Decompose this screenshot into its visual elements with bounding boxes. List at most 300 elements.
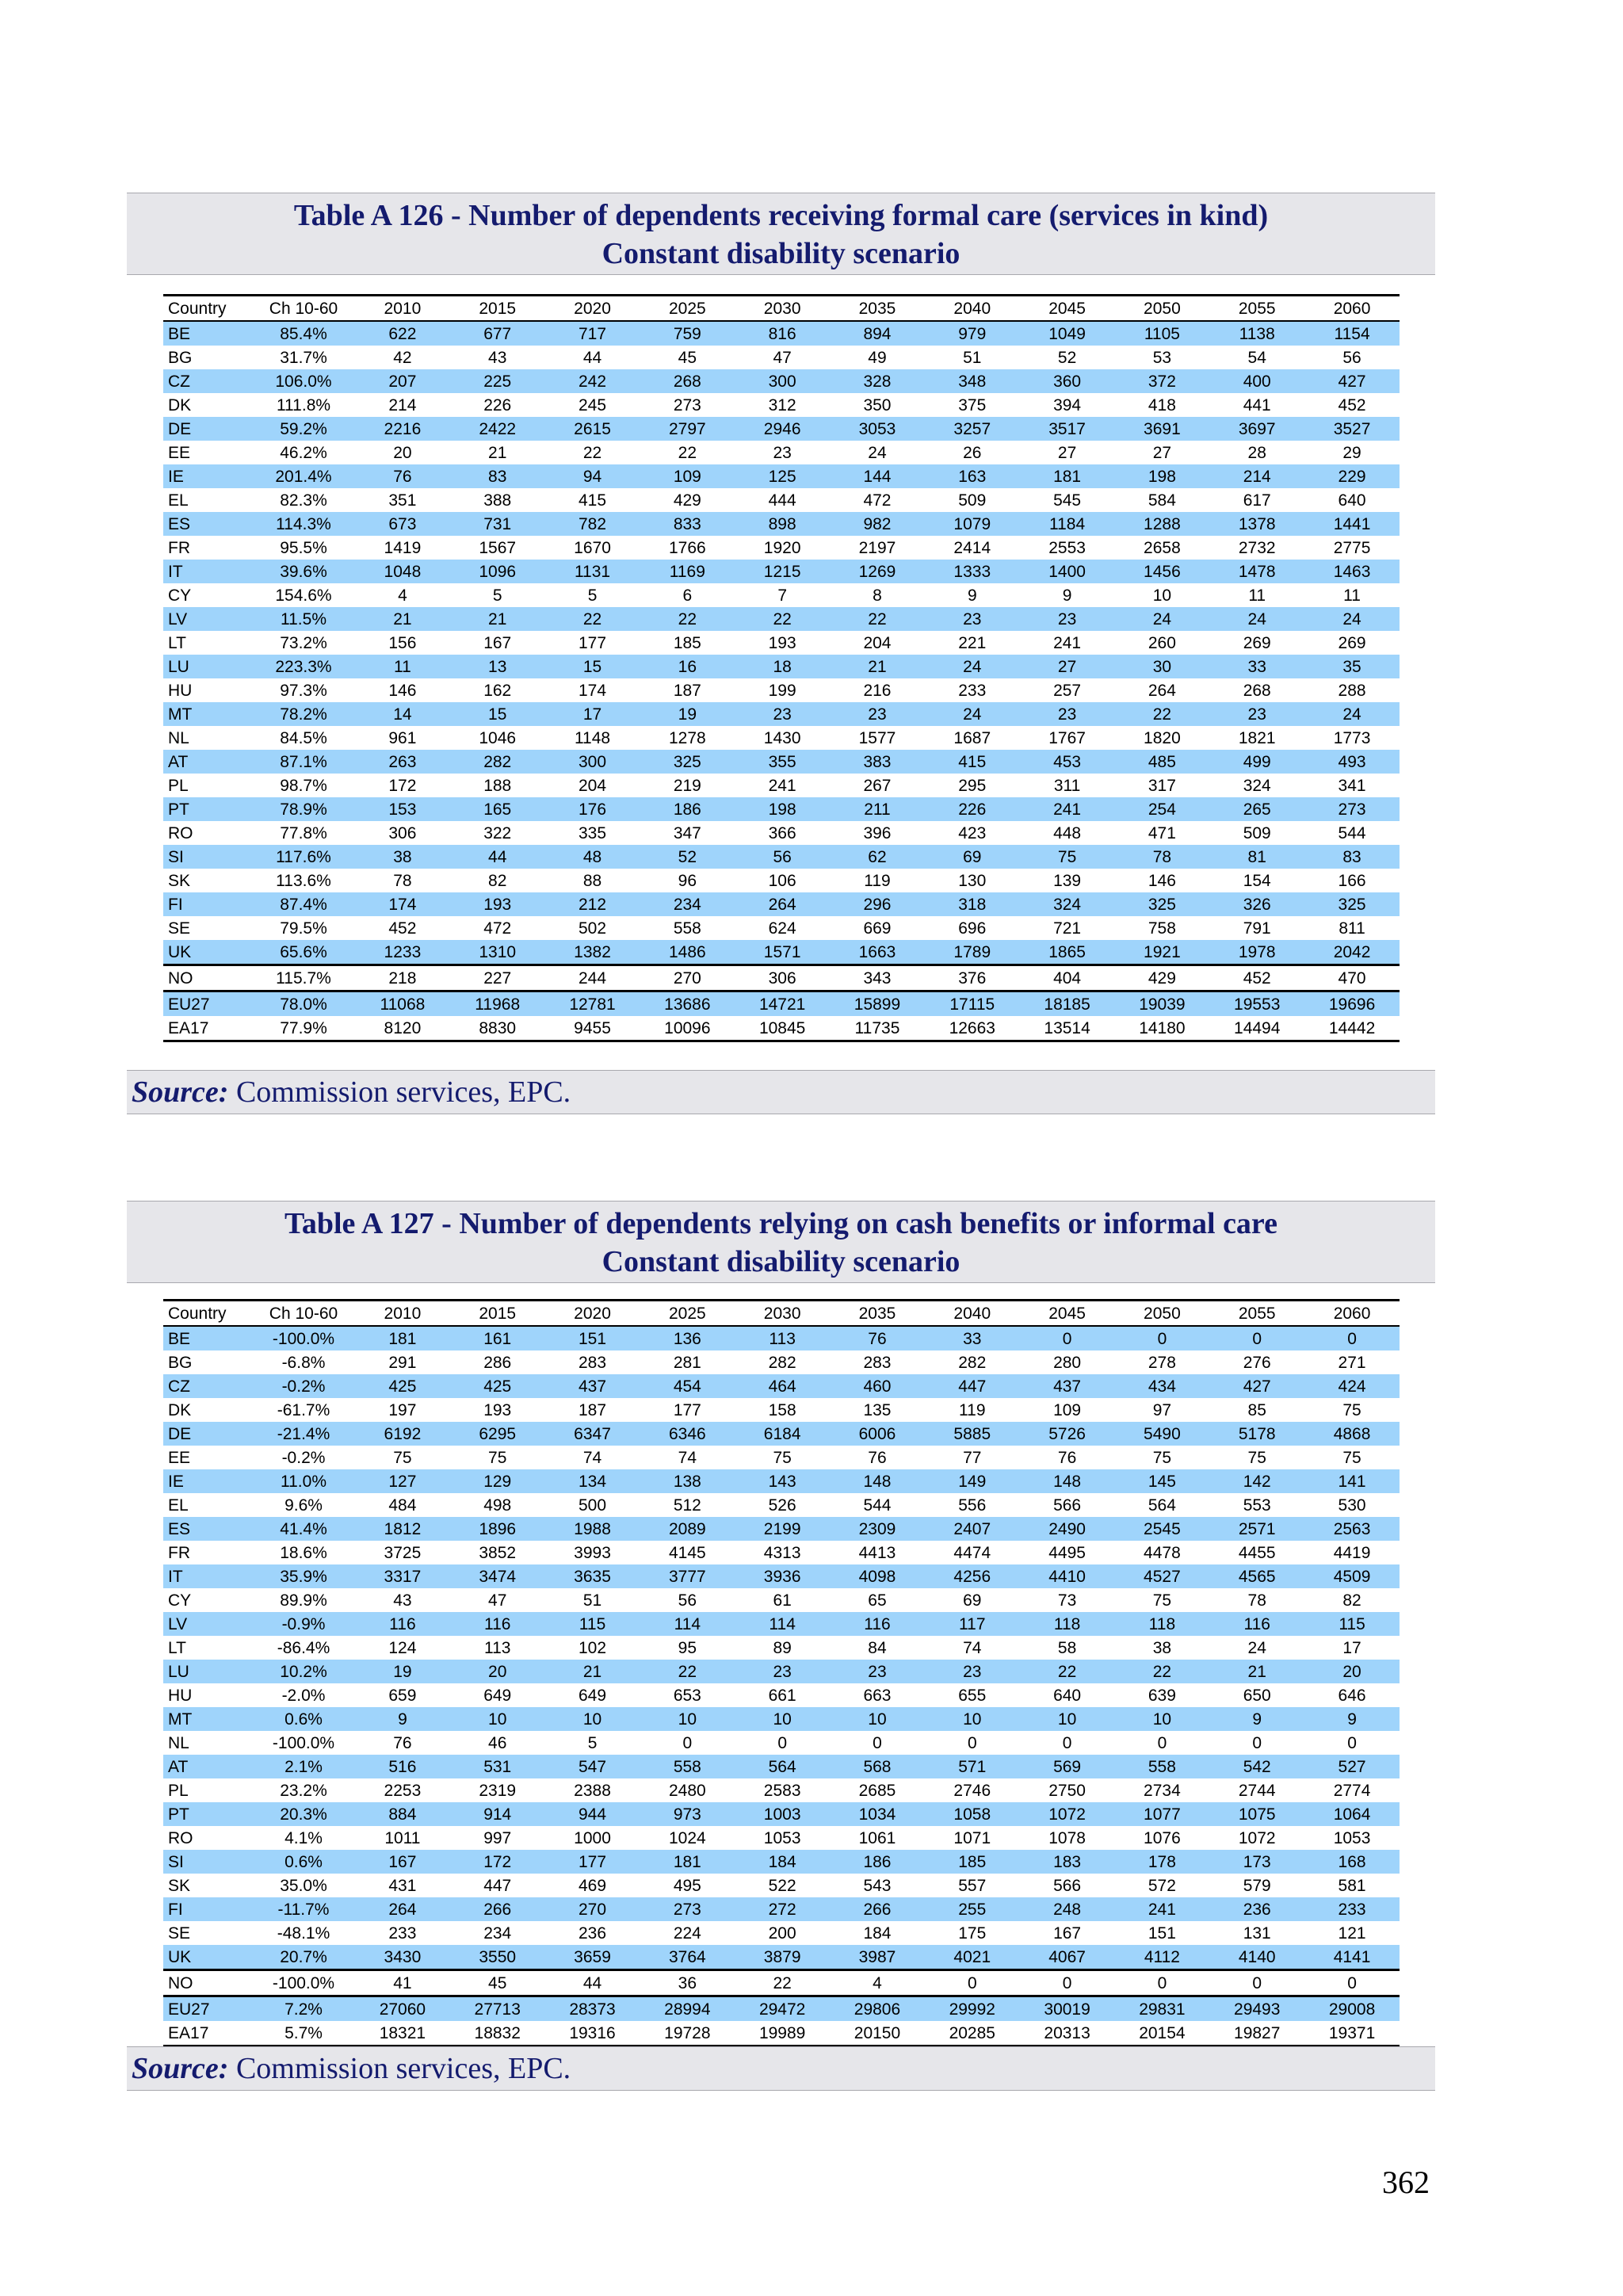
value-cell: -61.7% xyxy=(277,1400,330,1419)
value-cell: 28994 xyxy=(640,1996,735,2022)
country-cell: EA17 xyxy=(168,2023,209,2042)
value-cell: 1921 xyxy=(1115,940,1210,965)
value-cell: 0 xyxy=(1115,1326,1210,1350)
value-cell: 11968 xyxy=(450,991,545,1017)
value-cell: 2732 xyxy=(1238,538,1276,557)
value-cell: 38 xyxy=(355,845,450,869)
value-cell: 166 xyxy=(1338,871,1366,890)
value-cell: 3987 xyxy=(830,1945,925,1970)
value-cell: 184 xyxy=(735,1850,830,1874)
value-cell: 10096 xyxy=(664,1018,711,1037)
value-cell: 2583 xyxy=(763,1781,801,1800)
value-cell: 22 xyxy=(1020,1660,1115,1683)
column-header: 2045 xyxy=(1048,1304,1086,1323)
table-row xyxy=(163,869,1400,892)
value-cell: 1072 xyxy=(1238,1828,1276,1847)
value-cell: 404 xyxy=(1053,968,1082,988)
value-cell: 48 xyxy=(545,845,640,869)
value-cell: 27 xyxy=(1152,443,1172,462)
value-cell: 272 xyxy=(735,1897,830,1921)
value-cell: 9.6% xyxy=(285,1496,323,1515)
value-cell: 27 xyxy=(1020,655,1115,678)
value-cell: 148 xyxy=(830,1469,925,1493)
value-cell: 2480 xyxy=(668,1781,706,1800)
country-cell: LU xyxy=(163,1660,252,1683)
value-cell: 184 xyxy=(863,1924,892,1943)
table-row xyxy=(163,892,1400,916)
data-table xyxy=(163,1299,1400,2047)
value-cell: 18185 xyxy=(1020,991,1115,1017)
value-cell: 87.4% xyxy=(252,892,355,916)
source-note xyxy=(127,2046,1435,2091)
value-cell: 564 xyxy=(735,1755,830,1778)
value-cell: 33 xyxy=(1209,655,1304,678)
value-cell: 572 xyxy=(1148,1876,1176,1895)
value-cell: 234 xyxy=(483,1924,512,1943)
value-cell: 69 xyxy=(963,1591,982,1610)
value-cell: 199 xyxy=(768,681,796,700)
value-cell: 1053 xyxy=(763,1828,801,1847)
value-cell: 214 xyxy=(388,395,417,415)
value-cell: 791 xyxy=(1243,919,1271,938)
value-cell: 531 xyxy=(450,1755,545,1778)
country-cell: LT xyxy=(168,633,186,652)
value-cell: 4256 xyxy=(925,1564,1020,1588)
value-cell: 151 xyxy=(1148,1924,1176,1943)
value-cell: 884 xyxy=(355,1802,450,1826)
value-cell: 9455 xyxy=(574,1018,611,1037)
value-cell: 2774 xyxy=(1333,1781,1371,1800)
value-cell: 193 xyxy=(450,892,545,916)
table-row xyxy=(163,488,1400,512)
value-cell: 7 xyxy=(777,586,787,605)
value-cell: 424 xyxy=(1304,1374,1400,1398)
value-cell: 109 xyxy=(640,464,735,488)
value-cell: 0 xyxy=(1157,1973,1167,1992)
value-cell: 2775 xyxy=(1333,538,1371,557)
country-cell: IT xyxy=(163,1564,252,1588)
value-cell: 82 xyxy=(1342,1591,1361,1610)
value-cell: 129 xyxy=(450,1469,545,1493)
country-cell: BE xyxy=(163,1326,252,1350)
value-cell: 146 xyxy=(1148,871,1176,890)
value-cell: 961 xyxy=(388,728,417,747)
value-cell: 212 xyxy=(545,892,640,916)
column-header: 2015 xyxy=(479,1304,517,1323)
table-row xyxy=(163,1874,1400,1897)
value-cell: 1821 xyxy=(1238,728,1276,747)
value-cell: 0 xyxy=(682,1733,693,1752)
value-cell: 29472 xyxy=(735,1996,830,2022)
table-row xyxy=(163,369,1400,393)
value-cell: 115 xyxy=(545,1612,640,1636)
value-cell: 248 xyxy=(1020,1897,1115,1921)
country-cell: EE xyxy=(168,1448,191,1467)
value-cell: 2216 xyxy=(355,417,450,441)
value-cell: 11735 xyxy=(854,1018,900,1037)
value-cell: 3852 xyxy=(479,1543,517,1562)
value-cell: 3527 xyxy=(1304,417,1400,441)
value-cell: 24 xyxy=(925,655,1020,678)
country-cell: EA17 xyxy=(168,1018,209,1037)
data-table xyxy=(163,294,1400,1042)
country-cell: FR xyxy=(168,1543,190,1562)
value-cell: 177 xyxy=(673,1400,701,1419)
value-cell: 640 xyxy=(1053,1686,1082,1705)
value-cell: 173 xyxy=(1209,1850,1304,1874)
value-cell: 19728 xyxy=(664,2023,711,2042)
value-cell: 58 xyxy=(1057,1638,1077,1657)
value-cell: 8830 xyxy=(479,1018,517,1037)
value-cell: 2553 xyxy=(1048,538,1086,557)
value-cell: 18321 xyxy=(379,2023,426,2042)
value-cell: 10 xyxy=(1020,1707,1115,1731)
table-row xyxy=(163,726,1400,750)
value-cell: 21 xyxy=(1209,1660,1304,1683)
value-cell: 45 xyxy=(678,348,697,367)
table-row xyxy=(163,655,1400,678)
table-title: Table A 126 - Number of dependents receiving formal care (services in kind) xyxy=(293,199,1269,232)
value-cell: 18832 xyxy=(474,2023,521,2042)
value-cell: 172 xyxy=(388,776,417,795)
value-cell: 89 xyxy=(773,1638,792,1657)
value-cell: 106 xyxy=(768,871,796,890)
value-cell: 2734 xyxy=(1144,1781,1181,1800)
value-cell: 119 xyxy=(864,871,891,890)
value-cell: 415 xyxy=(925,750,1020,774)
value-cell: 343 xyxy=(863,968,892,988)
country-cell: LT xyxy=(168,1638,186,1657)
value-cell: 6184 xyxy=(735,1422,830,1446)
value-cell: 146 xyxy=(388,681,417,700)
value-cell: 2658 xyxy=(1144,538,1181,557)
value-cell: 214 xyxy=(1209,464,1304,488)
value-cell: 2253 xyxy=(384,1781,422,1800)
value-cell: 1071 xyxy=(953,1828,991,1847)
value-cell: 311 xyxy=(1053,776,1081,795)
value-cell: 241 xyxy=(1053,633,1082,652)
value-cell: 19696 xyxy=(1304,991,1400,1017)
value-cell: 15 xyxy=(545,655,640,678)
value-cell: 118 xyxy=(1020,1612,1115,1636)
value-cell: 16 xyxy=(640,655,735,678)
value-cell: 811 xyxy=(1338,919,1365,938)
table-subtitle: Constant disability scenario xyxy=(601,237,960,270)
value-cell: 75 xyxy=(1342,1400,1361,1419)
value-cell: 502 xyxy=(579,919,607,938)
value-cell: 117.6% xyxy=(252,845,355,869)
value-cell: 1078 xyxy=(1048,1828,1086,1847)
value-cell: 11.0% xyxy=(252,1469,355,1493)
value-cell: 49 xyxy=(868,348,887,367)
value-cell: 758 xyxy=(1148,919,1176,938)
value-cell: 18.6% xyxy=(280,1543,327,1562)
column-header: 2025 xyxy=(668,1304,706,1323)
value-cell: 3777 xyxy=(640,1564,735,1588)
value-cell: 117 xyxy=(925,1612,1020,1636)
value-cell: 322 xyxy=(483,823,512,842)
value-cell: 76 xyxy=(1057,1448,1077,1467)
value-cell: 268 xyxy=(640,369,735,393)
country-cell: PT xyxy=(163,1802,252,1826)
value-cell: 5 xyxy=(492,586,502,605)
value-cell: 241 xyxy=(1020,797,1115,821)
value-cell: 35.9% xyxy=(252,1564,355,1588)
value-cell: 306 xyxy=(768,968,796,988)
source-note xyxy=(127,1070,1435,1114)
value-cell: 300 xyxy=(735,369,830,393)
country-cell: HU xyxy=(168,681,193,700)
table-row xyxy=(163,441,1400,464)
value-cell: 4495 xyxy=(1048,1543,1086,1562)
value-cell: 471 xyxy=(1148,823,1176,842)
value-cell: 0.6% xyxy=(252,1707,355,1731)
value-cell: 324 xyxy=(1020,892,1115,916)
table-row xyxy=(163,1326,1400,1350)
value-cell: 383 xyxy=(830,750,925,774)
value-cell: 4527 xyxy=(1115,1564,1210,1588)
value-cell: 39.6% xyxy=(252,560,355,583)
value-cell: 650 xyxy=(1243,1686,1271,1705)
value-cell: 10 xyxy=(1152,586,1172,605)
value-cell: 12663 xyxy=(949,1018,995,1037)
value-cell: 47 xyxy=(773,348,792,367)
value-cell: 22 xyxy=(640,607,735,631)
table-row xyxy=(163,1374,1400,1398)
value-cell: 207 xyxy=(355,369,450,393)
source-label: Source: xyxy=(132,2052,229,2085)
value-cell: 10 xyxy=(925,1707,1020,1731)
value-cell: 115 xyxy=(1304,1612,1400,1636)
country-cell: UK xyxy=(163,940,252,965)
country-cell: CZ xyxy=(163,369,252,393)
value-cell: 78 xyxy=(1247,1591,1266,1610)
table-row xyxy=(163,1850,1400,1874)
value-cell: 351 xyxy=(388,491,417,510)
value-cell: 13 xyxy=(450,655,545,678)
table-row xyxy=(163,1731,1400,1755)
value-cell: 470 xyxy=(1338,968,1366,988)
value-cell: 95.5% xyxy=(280,538,327,557)
value-cell: 1096 xyxy=(450,560,545,583)
value-cell: 78.9% xyxy=(252,797,355,821)
value-cell: 174 xyxy=(355,892,450,916)
value-cell: 27713 xyxy=(450,1996,545,2022)
value-cell: 29831 xyxy=(1115,1996,1210,2022)
country-cell: SI xyxy=(163,1850,252,1874)
value-cell: 24 xyxy=(1304,702,1400,726)
table-row xyxy=(163,1683,1400,1707)
value-cell: 102 xyxy=(579,1638,607,1657)
value-cell: 2414 xyxy=(953,538,991,557)
value-cell: 0 xyxy=(873,1733,882,1752)
value-cell: 75 xyxy=(773,1448,792,1467)
value-cell: 1419 xyxy=(384,538,422,557)
table-row xyxy=(163,1469,1400,1493)
table-row xyxy=(163,1970,1400,1996)
value-cell: 98.7% xyxy=(280,776,327,795)
value-cell: 245 xyxy=(579,395,607,415)
country-cell: PT xyxy=(163,797,252,821)
value-cell: 278 xyxy=(1148,1353,1176,1372)
value-cell: 198 xyxy=(1115,464,1210,488)
value-cell: 1169 xyxy=(640,560,735,583)
value-cell: 264 xyxy=(735,892,830,916)
country-cell: IT xyxy=(163,560,252,583)
country-cell: EL xyxy=(168,1496,189,1515)
value-cell: 328 xyxy=(830,369,925,393)
value-cell: 234 xyxy=(640,892,735,916)
value-cell: 4565 xyxy=(1209,1564,1304,1588)
value-cell: 74 xyxy=(678,1448,697,1467)
value-cell: 23 xyxy=(735,1660,830,1683)
value-cell: 558 xyxy=(673,919,701,938)
value-cell: 1766 xyxy=(668,538,706,557)
value-cell: 283 xyxy=(863,1353,892,1372)
value-cell: 22 xyxy=(678,443,697,462)
value-cell: 1003 xyxy=(735,1802,830,1826)
value-cell: 816 xyxy=(735,321,830,346)
value-cell: 9 xyxy=(967,586,977,605)
value-cell: -86.4% xyxy=(277,1638,330,1657)
value-cell: 61 xyxy=(773,1591,792,1610)
table-subtitle: Constant disability scenario xyxy=(601,1245,960,1278)
value-cell: 20313 xyxy=(1044,2023,1090,2042)
table-row xyxy=(163,2021,1400,2046)
value-cell: 13514 xyxy=(1044,1018,1090,1037)
value-cell: 10 xyxy=(830,1707,925,1731)
value-cell: 75 xyxy=(1342,1448,1361,1467)
value-cell: 1034 xyxy=(830,1802,925,1826)
value-cell: 425 xyxy=(355,1374,450,1398)
table-row xyxy=(163,1945,1400,1970)
value-cell: 979 xyxy=(925,321,1020,346)
country-cell: SE xyxy=(168,1924,191,1943)
value-cell: 558 xyxy=(640,1755,735,1778)
value-cell: 225 xyxy=(450,369,545,393)
value-cell: 35 xyxy=(1304,655,1400,678)
value-cell: -0.2% xyxy=(252,1374,355,1398)
value-cell: 118 xyxy=(1115,1612,1210,1636)
value-cell: 429 xyxy=(673,491,701,510)
country-cell: CZ xyxy=(163,1374,252,1398)
value-cell: 76 xyxy=(830,1326,925,1350)
table-row xyxy=(163,1636,1400,1660)
value-cell: 148 xyxy=(1020,1469,1115,1493)
table-row xyxy=(163,1921,1400,1945)
value-cell: 350 xyxy=(863,395,892,415)
value-cell: 2746 xyxy=(953,1781,991,1800)
value-cell: 453 xyxy=(1020,750,1115,774)
value-cell: 1670 xyxy=(574,538,611,557)
value-cell: 162 xyxy=(483,681,512,700)
value-cell: 52 xyxy=(640,845,735,869)
value-cell: 325 xyxy=(1115,892,1210,916)
value-cell: 21 xyxy=(355,607,450,631)
value-cell: 731 xyxy=(450,512,545,536)
value-cell: 226 xyxy=(925,797,1020,821)
table-row xyxy=(163,1517,1400,1541)
value-cell: 4474 xyxy=(953,1543,991,1562)
table-row xyxy=(163,631,1400,655)
value-cell: 17115 xyxy=(925,991,1020,1017)
country-cell: LU xyxy=(163,655,252,678)
value-cell: 181 xyxy=(640,1850,735,1874)
value-cell: 116 xyxy=(830,1612,925,1636)
value-cell: 69 xyxy=(925,845,1020,869)
value-cell: 472 xyxy=(863,491,892,510)
value-cell: 172 xyxy=(450,1850,545,1874)
table-block-a126 xyxy=(127,193,1435,1037)
value-cell: 8120 xyxy=(384,1018,422,1037)
value-cell: 270 xyxy=(673,968,701,988)
value-cell: 8 xyxy=(873,586,882,605)
value-cell: 95 xyxy=(678,1638,697,1657)
value-cell: 1053 xyxy=(1333,1828,1371,1847)
value-cell: 317 xyxy=(1148,776,1176,795)
value-cell: 193 xyxy=(483,1400,512,1419)
value-cell: 143 xyxy=(735,1469,830,1493)
value-cell: 2615 xyxy=(545,417,640,441)
value-cell: 204 xyxy=(579,776,607,795)
value-cell: 2199 xyxy=(735,1517,830,1541)
value-cell: 306 xyxy=(388,823,417,842)
value-cell: 17 xyxy=(545,702,640,726)
value-cell: 23 xyxy=(925,607,1020,631)
value-cell: 571 xyxy=(925,1755,1020,1778)
value-cell: 452 xyxy=(1338,395,1366,415)
column-header: 2050 xyxy=(1144,299,1181,318)
value-cell: 556 xyxy=(958,1496,987,1515)
value-cell: 3257 xyxy=(925,417,1020,441)
value-cell: 19827 xyxy=(1234,2023,1281,2042)
value-cell: 193 xyxy=(768,633,796,652)
value-cell: 1024 xyxy=(668,1828,706,1847)
value-cell: 186 xyxy=(830,1850,925,1874)
value-cell: 23 xyxy=(830,1660,925,1683)
value-cell: 423 xyxy=(958,823,987,842)
column-header: 2060 xyxy=(1333,1304,1371,1323)
value-cell: 2750 xyxy=(1048,1781,1086,1800)
value-cell: 26 xyxy=(963,443,982,462)
value-cell: 177 xyxy=(545,1850,640,1874)
value-cell: 579 xyxy=(1243,1876,1271,1895)
value-cell: 4509 xyxy=(1304,1564,1400,1588)
country-cell: MT xyxy=(163,1707,252,1731)
value-cell: 0 xyxy=(1209,1326,1304,1350)
value-cell: 22 xyxy=(640,1660,735,1683)
value-cell: 167 xyxy=(483,633,512,652)
value-cell: 115.7% xyxy=(276,968,331,988)
value-cell: 431 xyxy=(388,1876,417,1895)
value-cell: 82.3% xyxy=(280,491,327,510)
value-cell: 177 xyxy=(579,633,607,652)
value-cell: 512 xyxy=(673,1496,701,1515)
value-cell: 11.5% xyxy=(252,607,355,631)
value-cell: 106.0% xyxy=(252,369,355,393)
value-cell: 14180 xyxy=(1139,1018,1186,1037)
value-cell: 318 xyxy=(925,892,1020,916)
value-cell: 161 xyxy=(450,1326,545,1350)
value-cell: 21 xyxy=(488,443,507,462)
value-cell: 617 xyxy=(1243,491,1271,510)
value-cell: 464 xyxy=(735,1374,830,1398)
value-cell: 154.6% xyxy=(275,586,332,605)
value-cell: 2545 xyxy=(1115,1517,1210,1541)
value-cell: 56 xyxy=(1342,348,1361,367)
value-cell: 131 xyxy=(1243,1924,1271,1943)
value-cell: 543 xyxy=(863,1876,892,1895)
